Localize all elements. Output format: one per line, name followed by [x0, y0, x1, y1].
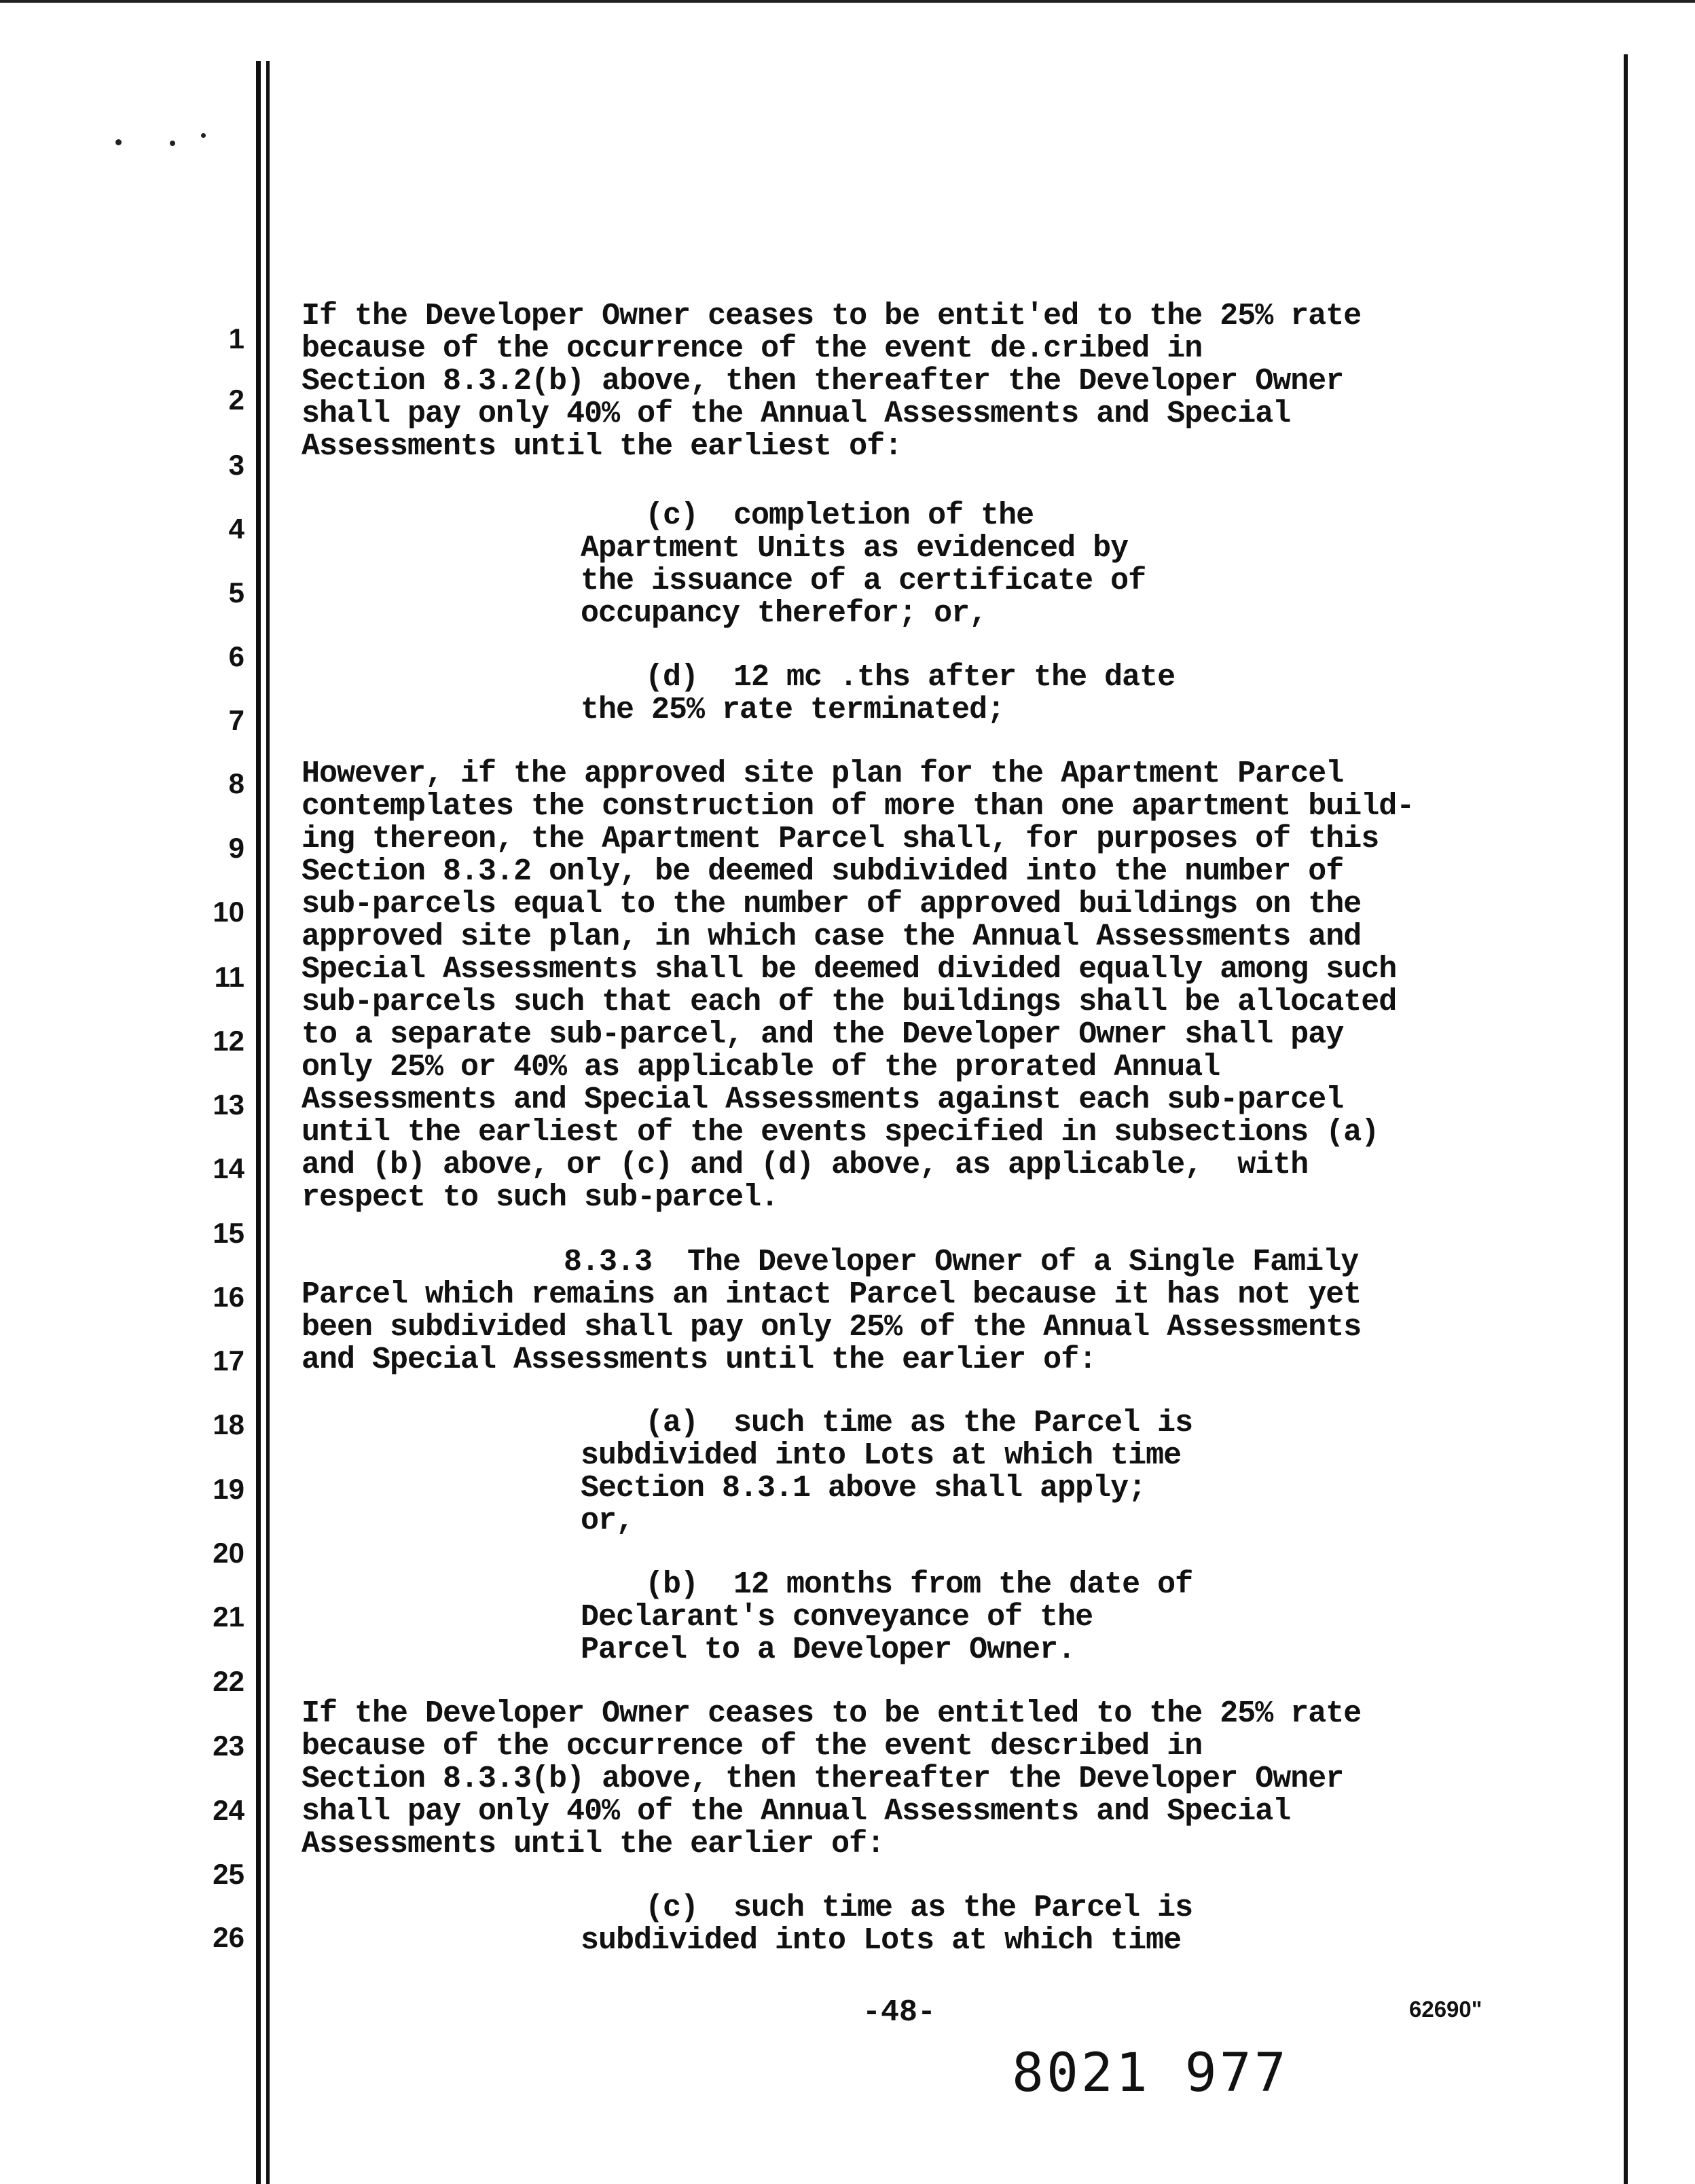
text-line: because of the occurrence of the event described in: [302, 1729, 1203, 1764]
text-line: (a) such time as the Parcel is: [645, 1406, 1193, 1440]
text-line: Section 8.3.3(b) above, then thereafter the Developer Owner: [302, 1762, 1344, 1796]
scan-speck: [201, 133, 206, 138]
line-number: 13: [213, 1089, 244, 1121]
text-line: ing thereon, the Apartment Parcel shall, for purposes of this: [302, 822, 1379, 856]
text-line: until the earliest of the events specified in subsections (a): [302, 1115, 1379, 1150]
text-line: the 25% rate terminated;: [581, 693, 1005, 727]
right-margin-rule: [1624, 54, 1628, 2184]
line-number: 15: [213, 1217, 244, 1249]
line-number: 16: [213, 1281, 244, 1313]
text-line: been subdivided shall pay only 25% of the Annual Assessments: [302, 1310, 1362, 1345]
reference-code: 62690": [1409, 1997, 1482, 2022]
line-number: 18: [213, 1408, 244, 1440]
line-number: 12: [213, 1025, 244, 1057]
line-number: 14: [213, 1152, 244, 1184]
scan-speck: [170, 141, 175, 146]
text-line: shall pay only 40% of the Annual Assessments and Special: [302, 397, 1291, 431]
line-number: 23: [213, 1730, 244, 1762]
line-number: 17: [213, 1345, 244, 1377]
left-margin-rule: [256, 61, 261, 2184]
line-number: 4: [228, 513, 244, 545]
text-line: respect to such sub-parcel.: [302, 1180, 779, 1215]
text-line: Assessments until the earlier of:: [302, 1827, 885, 1861]
text-line: and (b) above, or (c) and (d) above, as applicable, with: [302, 1148, 1309, 1182]
page-number: -48-: [862, 1995, 936, 2030]
line-number: 25: [213, 1858, 244, 1890]
text-line: contemplates the construction of more than one apartment build-: [302, 789, 1415, 824]
text-line: Apartment Units as evidenced by: [581, 531, 1129, 566]
text-line: 8.3.3 The Developer Owner of a Single Family: [564, 1245, 1359, 1279]
text-line: only 25% or 40% as applicable of the prorated Annual: [302, 1050, 1220, 1085]
text-line: If the Developer Owner ceases to be entitled to the 25% rate: [302, 1696, 1362, 1731]
document-stamp-number: 8021 977: [1012, 2043, 1289, 2104]
scan-speck: [115, 139, 122, 145]
text-line: (c) completion of the: [645, 498, 1034, 533]
line-number: 7: [228, 704, 244, 736]
line-number: 5: [228, 577, 244, 608]
text-line: approved site plan, in which case the Annual Assessments and: [302, 920, 1362, 954]
left-margin-rule-inner: [266, 61, 270, 2184]
line-number: 26: [213, 1921, 244, 1953]
text-line: However, if the approved site plan for the Apartment Parcel: [302, 757, 1344, 791]
text-line: Declarant's conveyance of the: [581, 1600, 1093, 1635]
line-number: 9: [228, 832, 244, 864]
text-line: Section 8.3.1 above shall apply;: [581, 1471, 1146, 1506]
line-number: 11: [214, 961, 244, 993]
text-line: (c) such time as the Parcel is: [645, 1891, 1193, 1925]
text-line: Special Assessments shall be deemed divided equally among such: [302, 952, 1397, 987]
text-line: occupancy therefor; or,: [581, 596, 987, 631]
text-line: shall pay only 40% of the Annual Assessments and Special: [302, 1794, 1291, 1829]
text-line: sub-parcels equal to the number of approved buildings on the: [302, 887, 1362, 922]
line-number: 6: [228, 640, 244, 672]
line-number: 10: [213, 896, 244, 928]
line-number: 21: [213, 1601, 244, 1633]
text-line: Section 8.3.2(b) above, then thereafter the Developer Owner: [302, 364, 1344, 399]
text-line: Parcel to a Developer Owner.: [581, 1633, 1076, 1667]
line-number: 22: [213, 1665, 244, 1697]
text-line: to a separate sub-parcel, and the Developer Owner shall pay: [302, 1017, 1344, 1052]
text-line: sub-parcels such that each of the buildings shall be allocated: [302, 985, 1397, 1019]
line-number: 2: [228, 384, 244, 416]
text-line: and Special Assessments until the earlier of:: [302, 1343, 1097, 1377]
text-line: Section 8.3.2 only, be deemed subdivided into the number of: [302, 854, 1344, 889]
top-edge-line: [0, 0, 1695, 3]
line-number: 24: [213, 1794, 244, 1826]
text-line: or,: [581, 1504, 634, 1538]
text-line: subdivided into Lots at which time: [581, 1923, 1182, 1958]
text-line: subdivided into Lots at which time: [581, 1438, 1182, 1473]
text-line: Assessments until the earliest of:: [302, 429, 903, 464]
text-line: because of the occurrence of the event de.cribed in: [302, 331, 1203, 366]
text-line: (d) 12 mc .ths after the date: [645, 660, 1175, 695]
line-number: 3: [228, 449, 244, 481]
text-line: Parcel which remains an intact Parcel because it has not yet: [302, 1277, 1362, 1312]
text-line: the issuance of a certificate of: [581, 564, 1146, 598]
line-number: 1: [228, 323, 244, 354]
text-line: If the Developer Owner ceases to be entit'ed to the 25% rate: [302, 299, 1362, 333]
text-line: Assessments and Special Assessments against each sub-parcel: [302, 1082, 1344, 1117]
line-number: 19: [213, 1473, 244, 1505]
text-line: (b) 12 months from the date of: [645, 1567, 1193, 1602]
line-number: 8: [228, 767, 244, 799]
line-number: 20: [213, 1537, 244, 1569]
